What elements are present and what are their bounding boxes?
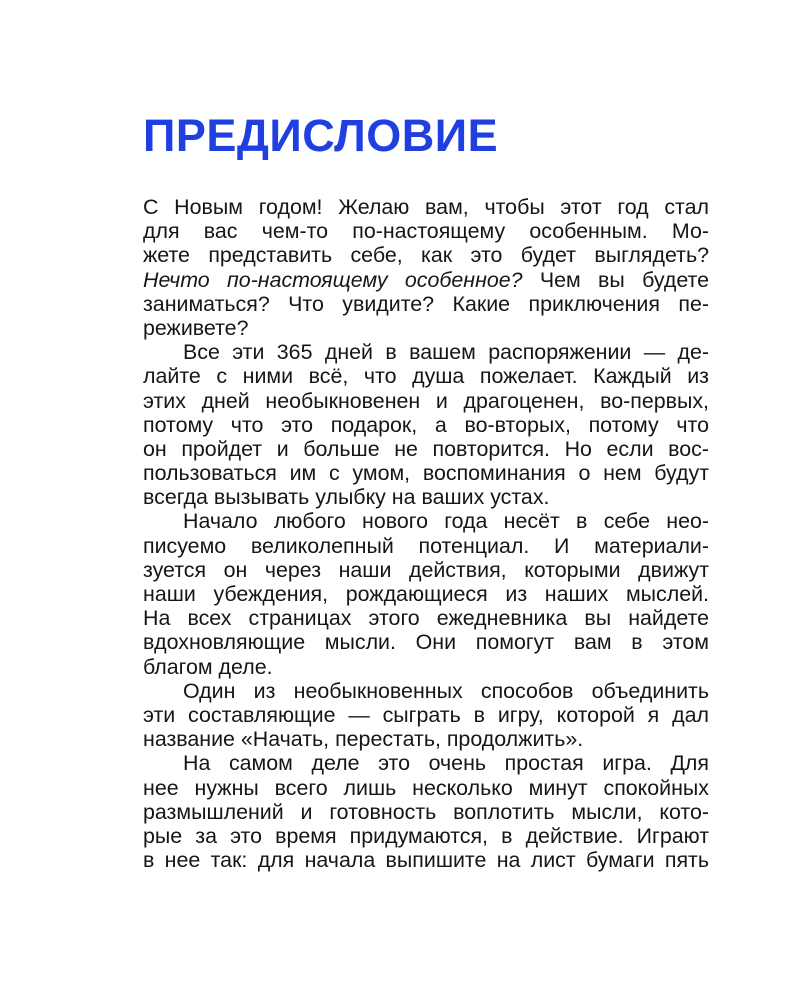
text-line xyxy=(143,268,709,292)
text-line: эти составляющие — сыграть в игру, которой я дал xyxy=(143,702,709,727)
text-line: благом деле. xyxy=(143,654,273,679)
text-line: На всех страницах этого ежедневника вы найдете xyxy=(143,606,709,631)
paragraph-3 xyxy=(143,509,709,678)
text-line: лайте с ними всё, что душа пожелает. Каждый из xyxy=(143,364,709,389)
text-line: заниматься? Что увидите? Какие приключения пе- xyxy=(143,291,709,316)
text-line: Начало любого нового года несёт в себе нео- xyxy=(183,509,709,534)
paragraph-5 xyxy=(143,751,709,872)
page-title: ПРЕДИСЛОВИЕ xyxy=(143,110,499,161)
text-line: всегда вызывать улыбку на ваших устах. xyxy=(143,485,550,510)
text-line: пользоваться им с умом, воспоминания о нем будут xyxy=(143,461,709,486)
text-line: зуется он через наши действия, которыми движут xyxy=(143,557,709,582)
text-line: жете представить себе, как это будет выглядеть? xyxy=(143,243,709,268)
text-line: вдохновляющие мысли. Они помогут вам в этом xyxy=(143,630,709,655)
text-line: он пройдет и больше не повторится. Но если вос- xyxy=(143,436,709,461)
text-line: Все эти 365 дней в вашем распоряжении — де- xyxy=(183,340,709,365)
text-line: Один из необыкновенных способов объединить xyxy=(183,678,709,703)
text-line: нее нужны всего лишь несколько минут спокойных xyxy=(143,775,709,800)
text-fragment: Чем вы будете xyxy=(522,267,709,292)
text-line: потому что это подарок, а во-вторых, потому что xyxy=(143,412,709,437)
text-line: для вас чем-то по-настоящему особенным. Мо- xyxy=(143,219,709,244)
text-line: размышлений и готовность воплотить мысли, кото- xyxy=(143,799,709,824)
text-line: писуемо великолепный потенциал. И материали- xyxy=(143,533,709,558)
text-line: этих дней необыкновенен и драгоценен, во-первых, xyxy=(143,388,709,413)
paragraph-4 xyxy=(143,679,709,752)
text-line: рые за это время придумаются, в действие. Играют xyxy=(143,823,709,848)
text-line: наши убеждения, рождающиеся из наших мыслей. xyxy=(143,582,709,606)
text-line: С Новым годом! Желаю вам, чтобы этот год стал xyxy=(143,195,709,219)
paragraph-1 xyxy=(143,195,709,340)
body-text xyxy=(143,195,709,872)
text-line: название «Начать, перестать, продолжить». xyxy=(143,727,584,752)
italic-phrase: Нечто по-настоящему особенное? xyxy=(143,267,523,292)
paragraph-2 xyxy=(143,340,709,509)
text-line: На самом деле это очень простая игра. Для xyxy=(183,751,709,776)
text-line: в нее так: для начала выпишите на лист бумаги пять xyxy=(143,848,709,873)
text-line: реживете? xyxy=(143,315,249,340)
